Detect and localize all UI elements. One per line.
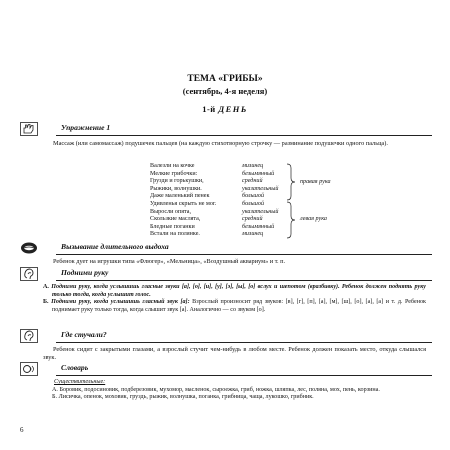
dictionary-header: [18, 362, 432, 376]
left-hand-brace: [287, 202, 295, 238]
poem-row: Скользкие маслята, средний: [150, 216, 263, 223]
hand-braces: [285, 163, 297, 239]
poem-row: Валезли на кочке мизинец: [150, 163, 264, 169]
raise-hand-header: [18, 267, 432, 281]
dictionary-item-b: Б. Лисичка, опенок, моховик, груздь, рыжик, волнушка, поганка, грибница, чаща, лукошко, грибник.: [52, 394, 314, 401]
page-number: 6: [20, 426, 24, 434]
dictionary-list: [52, 379, 426, 402]
section-divider: [56, 375, 432, 376]
raise-hand-title: Подними руку: [61, 268, 109, 277]
ear-icon: [20, 267, 38, 281]
raise-hand-item-b: Б. Подними руку, когда услышишь гласный звук [а]: Взрослый произносит ряд звуков: [в], [г], [п], [а], [м], [ш], [о], [а], [а] и т. д. Ребенок поднимает руку только тогда, когда слышит звук [а]. Аналогично — со звуком [о].: [43, 299, 427, 313]
topic-title: ТЕМА «ГРИБЫ»: [187, 74, 263, 84]
topic-subtitle: (сентябрь, 4-я неделя): [182, 86, 268, 96]
section-divider: [56, 280, 432, 281]
where-knock-text: Ребенок сидит с закрытыми глазами, а взрослый стучит чем-нибудь в любом месте. Ребенок должен показать место, откуда слышался звук.: [43, 346, 426, 361]
poem-row: Грузди и горькушки, средний: [150, 178, 263, 185]
exercise-1-header: [18, 122, 432, 136]
dictionary-title: Словарь: [61, 363, 89, 372]
poem-row: Даже маленький пенек большой: [150, 193, 265, 200]
where-knock-title: Где стучали?: [61, 330, 107, 339]
exhale-header: [18, 241, 432, 255]
poem-row: Выросли опята, указательный: [150, 208, 279, 215]
hand-icon: [20, 122, 38, 136]
lips-icon: [20, 241, 38, 255]
exhale-text: Ребенок дует на игрушки типа «Флюгер», «Мельница», «Воздушный аквариум» и т. п.: [53, 258, 286, 265]
section-divider: [56, 135, 432, 136]
section-divider: [56, 254, 432, 255]
finger-poem: [150, 163, 340, 239]
poem-row: Бледные поганки безымянный: [150, 223, 275, 230]
section-divider: [56, 342, 432, 343]
raise-hand-list: [43, 284, 426, 314]
exercise-1-text: Массаж (или самомассаж) подушечек пальцев (на каждую стихотворную строчку — разминание подушечки одного пальца).: [53, 140, 388, 147]
day-number: 1-й: [202, 104, 216, 114]
exercise-1-title: Упражнение 1: [61, 123, 111, 132]
where-knock-header: [18, 329, 432, 343]
exhale-title: Вызывание длительного выдоха: [61, 242, 169, 251]
nouns-label: Существительные:: [54, 379, 106, 385]
poem-row: Встали на полянке. мизинец: [150, 231, 264, 238]
speech-icon: [20, 362, 38, 376]
poem-row: Мелкие грибочки: безымянный: [150, 170, 275, 177]
right-hand-label: правая рука: [300, 179, 331, 185]
day-heading: [0, 104, 450, 114]
day-label: ДЕНЬ: [218, 104, 248, 114]
ear-icon: [20, 329, 38, 343]
left-hand-label: левая рука: [300, 216, 327, 222]
raise-hand-item-a: А. Подними руку, когда услышишь гласные звуки [а], [о], [и], [у], [э], [ы], [о] вслух и шепотом (вразбивку). Ребенок должен поднять руку только тогда, когда услышит голос.: [43, 284, 426, 298]
dictionary-item-a: А. Боровик, подосиновик, подберезовик, мухомор, масленок, сыроежка, гриб, ножка, шляпка, лес, поляна, мох, пень, корзина.: [52, 386, 380, 393]
right-hand-brace: [287, 164, 295, 200]
poem-row: Удивленья скрыть не мог. большой: [150, 200, 265, 207]
poem-row: Рыжики, волнушки. указательный: [150, 185, 279, 192]
